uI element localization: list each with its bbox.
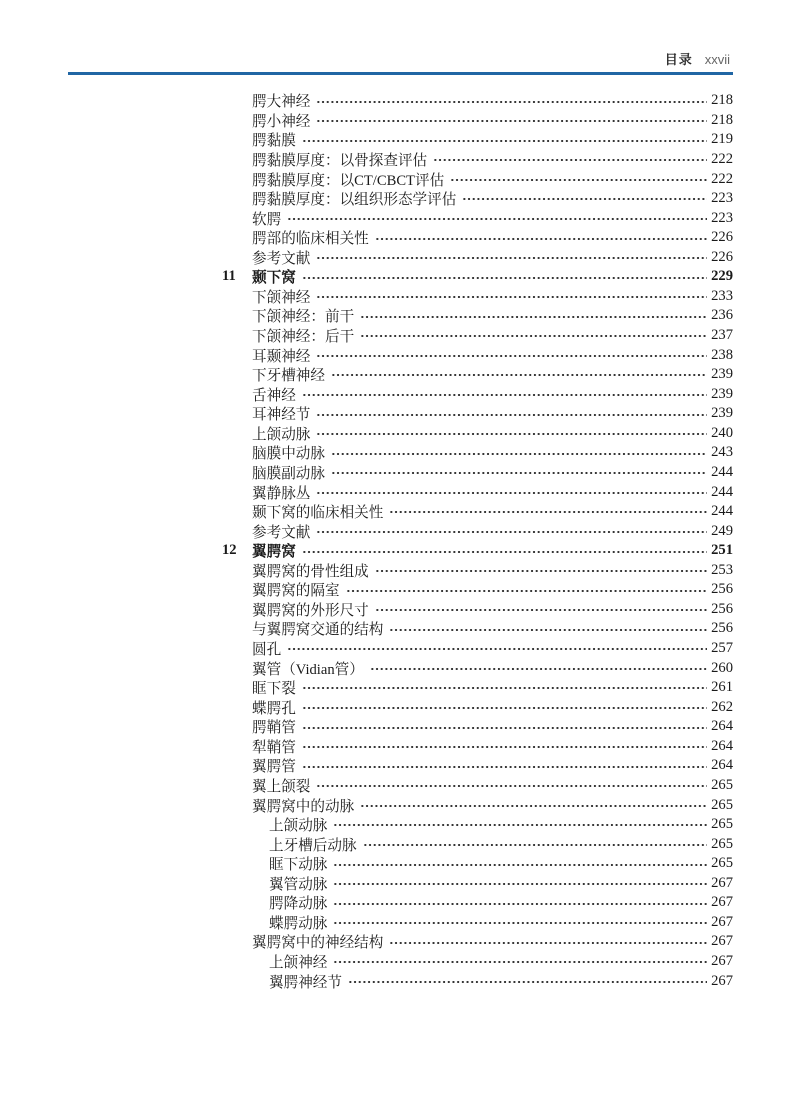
dot-leader [287,208,707,228]
dot-leader [316,776,707,796]
dot-leader [331,365,707,385]
toc-page-number: 267 [711,953,733,970]
toc-entry-label: 耳神经节 [252,407,311,424]
toc-entry-label: 腭大神经 [252,94,311,111]
dot-leader [333,952,707,972]
toc-entry-row [222,502,733,522]
toc-entry-row [222,717,733,737]
toc-entry-row [222,854,733,874]
toc-page-number: 264 [711,757,733,774]
toc-page-number: 222 [711,150,733,167]
toc-page-number: 243 [711,444,733,461]
toc-entry-label: 上颌动脉 [269,818,328,835]
toc-entry-label: 舌神经 [252,387,296,404]
toc-entry-row [222,737,733,757]
dot-leader [316,248,707,268]
toc-page-number: 251 [711,542,733,559]
toc-entry-label: 参考文献 [252,524,311,541]
toc-entry-row [222,561,733,581]
toc-page-number: 267 [711,972,733,989]
toc-page-number: 226 [711,229,733,246]
dot-leader [375,561,707,581]
toc-page-number: 219 [711,131,733,148]
toc-page-number: 218 [711,111,733,128]
dot-leader [389,932,707,952]
toc-page-number: 256 [711,620,733,637]
toc-entry-label: 参考文献 [252,250,311,267]
dot-leader [316,424,707,444]
toc-entry-row [222,345,733,365]
dot-leader [316,111,707,131]
dot-leader [302,756,707,776]
dot-leader [302,737,707,757]
toc-entry-label: 腭部的临床相关性 [252,231,369,248]
toc-entry-label: 下颌神经：前干 [252,309,355,326]
toc-entry-label: 下牙槽神经 [252,368,325,385]
toc-entry-label: 下颌神经 [252,289,311,306]
toc-entry-label: 腭降动脉 [269,896,328,913]
toc-entry-row [222,111,733,131]
toc-chapter-row [222,541,733,561]
dot-leader [302,267,707,287]
running-head-section-label: 目录 [664,52,693,67]
toc-page-number: 237 [711,327,733,344]
toc-entry-label: 翼腭窝的隔室 [252,583,340,600]
toc-entry-row [222,658,733,678]
dot-leader [360,306,707,326]
toc-entry-label: 翼腭管 [252,759,296,776]
dot-leader [302,130,707,150]
dot-leader [316,404,707,424]
toc-entry-row [222,189,733,209]
running-head [665,53,730,66]
toc-page-number: 267 [711,933,733,950]
toc-entry-label: 翼腭窝的外形尺寸 [252,602,369,619]
toc-entry-row [222,208,733,228]
toc-entry-row [222,228,733,248]
toc-page-number: 244 [711,483,733,500]
toc-page-number: 233 [711,287,733,304]
toc-entry-row [222,169,733,189]
toc-entry-row [222,795,733,815]
toc-entry-label: 翼腭窝中的神经结构 [252,935,384,952]
toc-page-number: 256 [711,581,733,598]
toc-page-number: 260 [711,659,733,676]
toc-entry-label: 腭黏膜厚度：以CT/CBCT评估 [252,172,445,189]
dot-leader [389,619,707,639]
toc-entry-row [222,482,733,502]
toc-page-number: 218 [711,92,733,109]
toc-page-number: 261 [711,679,733,696]
toc-page-number: 264 [711,718,733,735]
toc-entry-row [222,424,733,444]
dot-leader [316,91,707,111]
dot-leader [302,697,707,717]
toc-entry-row [222,150,733,170]
toc-entry-row [222,971,733,991]
toc-entry-label: 上颌神经 [269,955,328,972]
toc-page-number: 256 [711,600,733,617]
toc-page-number: 223 [711,190,733,207]
toc-page-number: 257 [711,640,733,657]
toc-entry-label: 翼管动脉 [269,876,328,893]
toc-entry-label: 翼管（Vidian管） [252,661,364,678]
dot-leader [360,326,707,346]
toc-entry-label: 软腭 [252,211,282,228]
toc-entry-row [222,834,733,854]
toc-entry-row [222,306,733,326]
dot-leader [360,795,707,815]
toc-entry-row [222,913,733,933]
toc-entry-label: 翼上颌裂 [252,778,311,795]
chapter-number: 11 [222,268,236,285]
toc-page-number: 238 [711,346,733,363]
toc-entry-label: 脑膜副动脉 [252,465,325,482]
toc-entry-label: 与翼腭窝交通的结构 [252,622,384,639]
toc-entry-label: 腭黏膜厚度：以骨探查评估 [252,152,428,169]
toc-entry-row [222,600,733,620]
toc-entry-label: 翼静脉丛 [252,485,311,502]
toc-page-number: 267 [711,894,733,911]
toc-entry-row [222,384,733,404]
toc-list [222,91,733,991]
toc-entry-label: 翼腭窝中的动脉 [252,798,355,815]
toc-page-number: 267 [711,913,733,930]
dot-leader [333,913,707,933]
dot-leader [333,854,707,874]
toc-entry-row [222,521,733,541]
toc-entry-row [222,248,733,268]
toc-entry-label: 颞下窝 [252,270,296,287]
toc-entry-row [222,463,733,483]
toc-entry-label: 上牙槽后动脉 [269,837,357,854]
toc-entry-label: 颞下窝的临床相关性 [252,505,384,522]
toc-page-number: 265 [711,776,733,793]
toc-entry-label: 翼腭窝的骨性组成 [252,563,369,580]
toc-entry-row [222,697,733,717]
dot-leader [316,287,707,307]
dot-leader [333,893,707,913]
dot-leader [302,541,707,561]
toc-entry-label: 蝶腭孔 [252,700,296,717]
toc-entry-label: 脑膜中动脉 [252,446,325,463]
toc-entry-label: 犁鞘管 [252,739,296,756]
dot-leader [370,658,707,678]
toc-page-number: 249 [711,522,733,539]
dot-leader [375,228,707,248]
toc-entry-row [222,580,733,600]
toc-entry-label: 眶下动脉 [269,857,328,874]
toc-page-number: 239 [711,385,733,402]
toc-entry-row [222,952,733,972]
toc-entry-row [222,287,733,307]
toc-entry-label: 腭鞘管 [252,720,296,737]
dot-leader [302,717,707,737]
toc-entry-row [222,639,733,659]
dot-leader [450,169,707,189]
toc-entry-row [222,326,733,346]
toc-entry-row [222,756,733,776]
header-rule [68,72,733,75]
toc-entry-row [222,776,733,796]
dot-leader [316,345,707,365]
dot-leader [316,482,707,502]
toc-entry-row [222,815,733,835]
toc-page-number: 239 [711,366,733,383]
dot-leader [375,600,707,620]
toc-entry-label: 耳颞神经 [252,348,311,365]
dot-leader [302,384,707,404]
toc-entry-row [222,678,733,698]
dot-leader [462,189,707,209]
toc-entry-row [222,365,733,385]
toc-page-number: 265 [711,816,733,833]
toc-entry-label: 腭黏膜 [252,133,296,150]
toc-chapter-row [222,267,733,287]
dot-leader [302,678,707,698]
toc-page-number: 222 [711,170,733,187]
toc-entry-row [222,130,733,150]
toc-entry-row [222,91,733,111]
toc-page-number: 244 [711,463,733,480]
dot-leader [333,874,707,894]
toc-entry-row [222,874,733,894]
toc-entry-label: 翼腭神经节 [269,974,342,991]
toc-page-number: 265 [711,855,733,872]
toc-page-number: 265 [711,796,733,813]
toc-page-number: 262 [711,698,733,715]
dot-leader [287,639,707,659]
toc-entry-label: 上颌动脉 [252,426,311,443]
toc-page-number: 240 [711,424,733,441]
dot-leader [363,834,708,854]
toc-page-number: 226 [711,248,733,265]
toc-page-number: 229 [711,268,733,285]
toc-entry-label: 蝶腭动脉 [269,915,328,932]
dot-leader [433,150,707,170]
toc-page-number: 264 [711,737,733,754]
toc-page-number: 223 [711,209,733,226]
toc-page-number: 239 [711,405,733,422]
dot-leader [333,815,707,835]
dot-leader [331,443,707,463]
toc-entry-label: 腭黏膜厚度：以组织形态学评估 [252,192,457,209]
dot-leader [331,463,707,483]
toc-entry-row [222,619,733,639]
toc-page-number: 236 [711,307,733,324]
dot-leader [316,521,707,541]
toc-page-number: 265 [711,835,733,852]
toc-entry-row [222,404,733,424]
toc-entry-row [222,932,733,952]
toc-entry-label: 下颌神经：后干 [252,329,355,346]
toc-entry-label: 眶下裂 [252,681,296,698]
toc-entry-row [222,893,733,913]
toc-entry-label: 圆孔 [252,642,282,659]
dot-leader [389,502,707,522]
toc-page-number: 267 [711,874,733,891]
toc-page-number: 253 [711,561,733,578]
chapter-number: 12 [222,542,237,559]
toc-page-number: 244 [711,503,733,520]
running-head-page-number: xxvii [704,52,730,67]
toc-entry-row [222,443,733,463]
dot-leader [346,580,708,600]
dot-leader [348,971,707,991]
toc-entry-label: 翼腭窝 [252,544,296,561]
toc-entry-label: 腭小神经 [252,113,311,130]
